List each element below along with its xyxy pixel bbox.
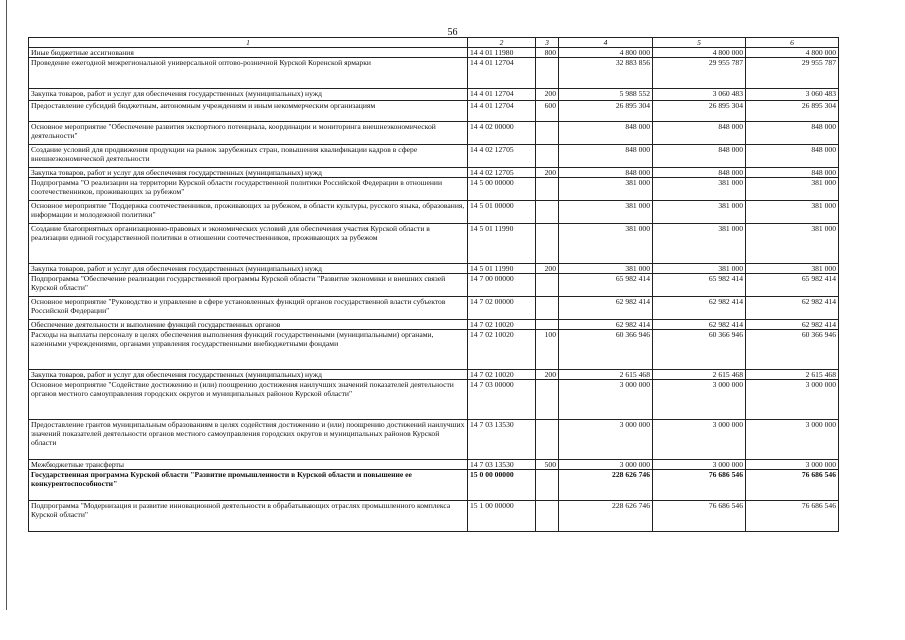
row-type-cell xyxy=(536,274,559,297)
table-header-row xyxy=(29,38,839,48)
table-row xyxy=(29,178,839,201)
row-value-6-cell: 4 800 000 xyxy=(746,48,839,58)
table-row xyxy=(29,101,839,122)
row-type-cell: 200 xyxy=(536,370,559,380)
table-row xyxy=(29,168,839,178)
table-row xyxy=(29,320,839,330)
row-value-4-cell: 62 982 414 xyxy=(559,297,653,320)
row-name-cell: Обеспечение деятельности и выполнение функций государственных органов xyxy=(29,320,468,330)
row-type-cell xyxy=(536,297,559,320)
page-number: 56 xyxy=(447,27,458,38)
row-name-cell: Закупка товаров, работ и услуг для обеспечения государственных (муниципальных) нужд xyxy=(29,168,468,178)
row-value-5-cell: 3 000 000 xyxy=(653,420,746,460)
table-row xyxy=(29,58,839,89)
row-value-5-cell: 60 366 946 xyxy=(653,330,746,370)
table-row xyxy=(29,297,839,320)
row-type-cell xyxy=(536,122,559,145)
row-value-5-cell: 62 982 414 xyxy=(653,297,746,320)
row-name-cell: Основное мероприятие "Содействие достижению и (или) поощрению достижения наилучших значений показателей деятельности органов местного самоуправления городских округов и муниципальных районов Курской области" xyxy=(29,380,468,420)
row-name-cell: Основное мероприятие "Руководство и управление в сфере установленных функций органов государственной власти субъектов Российской Федерации" xyxy=(29,297,468,320)
row-value-5-cell: 848 000 xyxy=(653,122,746,145)
row-name-cell: Основное мероприятие "Обеспечение развития экспортного потенциала, координации и мониторинга внешнеэкономической деятельности" xyxy=(29,122,468,145)
column-header: 6 xyxy=(746,38,839,48)
row-type-cell: 200 xyxy=(536,168,559,178)
row-value-5-cell: 76 686 546 xyxy=(653,501,746,532)
row-value-4-cell: 65 982 414 xyxy=(559,274,653,297)
row-value-6-cell: 65 982 414 xyxy=(746,274,839,297)
row-code-cell: 14 4 02 00000 xyxy=(468,122,536,145)
row-code-cell: 14 5 01 11990 xyxy=(468,224,536,264)
table-row xyxy=(29,380,839,420)
row-value-6-cell: 3 000 000 xyxy=(746,380,839,420)
row-code-cell: 14 7 03 00000 xyxy=(468,380,536,420)
row-value-6-cell: 381 000 xyxy=(746,178,839,201)
row-code-cell: 14 4 01 12704 xyxy=(468,58,536,89)
row-value-4-cell: 848 000 xyxy=(559,168,653,178)
row-type-cell xyxy=(536,380,559,420)
row-name-cell: Основное мероприятие "Поддержка соотечественников, проживающих за рубежом, в области культуры, русского языка, образования, информации и молодежной политики" xyxy=(29,201,468,224)
row-value-4-cell: 848 000 xyxy=(559,122,653,145)
row-code-cell: 14 5 01 00000 xyxy=(468,201,536,224)
row-value-4-cell: 848 000 xyxy=(559,145,653,168)
row-name-cell: Расходы на выплаты персоналу в целях обеспечения выполнения функций государственными (муниципальными) органами, казенными учреждениями, органами управления государственными внебюджетными фондами xyxy=(29,330,468,370)
row-type-cell: 100 xyxy=(536,330,559,370)
column-header: 2 xyxy=(468,38,536,48)
row-value-4-cell: 228 626 746 xyxy=(559,470,653,501)
table-row xyxy=(29,201,839,224)
table-row xyxy=(29,274,839,297)
budget-table xyxy=(28,37,839,532)
table-row xyxy=(29,48,839,58)
row-name-cell: Закупка товаров, работ и услуг для обеспечения государственных (муниципальных) нужд xyxy=(29,370,468,380)
column-header: 3 xyxy=(536,38,559,48)
row-value-4-cell: 381 000 xyxy=(559,178,653,201)
row-type-cell: 800 xyxy=(536,48,559,58)
row-code-cell: 15 0 00 00000 xyxy=(468,470,536,501)
row-value-5-cell: 3 000 000 xyxy=(653,380,746,420)
row-type-cell xyxy=(536,178,559,201)
row-value-4-cell: 3 000 000 xyxy=(559,380,653,420)
row-value-5-cell: 76 686 546 xyxy=(653,470,746,501)
row-name-cell: Закупка товаров, работ и услуг для обеспечения государственных (муниципальных) нужд xyxy=(29,264,468,274)
table-row xyxy=(29,224,839,264)
row-value-4-cell: 228 626 746 xyxy=(559,501,653,532)
row-code-cell: 14 7 02 00000 xyxy=(468,297,536,320)
row-type-cell xyxy=(536,224,559,264)
row-type-cell xyxy=(536,320,559,330)
row-value-4-cell: 381 000 xyxy=(559,201,653,224)
row-code-cell: 14 7 03 13530 xyxy=(468,460,536,470)
row-value-4-cell: 3 000 000 xyxy=(559,460,653,470)
table-row xyxy=(29,501,839,532)
row-value-5-cell: 381 000 xyxy=(653,264,746,274)
row-name-cell: Предоставление субсидий бюджетным, автономным учреждениям и иным некоммерческим организациям xyxy=(29,101,468,122)
row-code-cell: 14 7 03 13530 xyxy=(468,420,536,460)
table-row xyxy=(29,330,839,370)
column-header: 1 xyxy=(29,38,468,48)
row-name-cell: Предоставление грантов муниципальным образованиям в целях содействия достижению и (или) поощрению достижений наилучших значений показателей деятельности органов местного самоуправления городских округов и муниципальных районов Курской области xyxy=(29,420,468,460)
row-type-cell: 500 xyxy=(536,460,559,470)
row-value-6-cell: 381 000 xyxy=(746,264,839,274)
row-value-4-cell: 381 000 xyxy=(559,264,653,274)
row-value-5-cell: 2 615 468 xyxy=(653,370,746,380)
row-name-cell: Создание условий для продвижения продукции на рынок зарубежных стран, повышения квалификации кадров в сфере внешнеэкономической деятельности xyxy=(29,145,468,168)
row-type-cell xyxy=(536,501,559,532)
row-type-cell xyxy=(536,420,559,460)
row-type-cell: 200 xyxy=(536,264,559,274)
row-value-5-cell: 848 000 xyxy=(653,168,746,178)
table-row xyxy=(29,145,839,168)
row-name-cell: Подпрограмма "О реализации на территории Курской области государственной политики Российской Федерации в отношении соотечественников, проживающих за рубежом" xyxy=(29,178,468,201)
row-value-4-cell: 2 615 468 xyxy=(559,370,653,380)
table-row xyxy=(29,470,839,501)
row-name-cell: Создание благоприятных организационно-правовых и экономических условий для обеспечения участия Курской области в реализации единой государственной политики в отношении соотечественников, проживающих за рубежом xyxy=(29,224,468,264)
row-name-cell: Подпрограмма "Обеспечение реализации государственной программы Курской области "Развитие экономики и внешних связей Курской области" xyxy=(29,274,468,297)
row-value-6-cell: 848 000 xyxy=(746,122,839,145)
page-left-border xyxy=(6,0,7,610)
row-code-cell: 14 4 02 12705 xyxy=(468,168,536,178)
row-value-6-cell: 26 895 304 xyxy=(746,101,839,122)
table-row xyxy=(29,460,839,470)
row-code-cell: 14 7 02 10020 xyxy=(468,320,536,330)
row-value-4-cell: 32 883 856 xyxy=(559,58,653,89)
row-type-cell xyxy=(536,58,559,89)
row-code-cell: 14 7 02 10020 xyxy=(468,370,536,380)
row-value-4-cell: 62 982 414 xyxy=(559,320,653,330)
row-type-cell: 200 xyxy=(536,89,559,101)
row-name-cell: Государственная программа Курской области "Развитие промышленности в Курской области и повышение ее конкурентоспособности" xyxy=(29,470,468,501)
row-code-cell: 14 4 01 12704 xyxy=(468,101,536,122)
table-row xyxy=(29,420,839,460)
row-code-cell: 14 4 01 11980 xyxy=(468,48,536,58)
row-value-6-cell: 2 615 468 xyxy=(746,370,839,380)
row-value-4-cell: 26 895 304 xyxy=(559,101,653,122)
row-value-6-cell: 381 000 xyxy=(746,224,839,264)
table-row xyxy=(29,264,839,274)
row-value-4-cell: 4 800 000 xyxy=(559,48,653,58)
row-value-4-cell: 3 000 000 xyxy=(559,420,653,460)
row-name-cell: Подпрограмма "Модернизация и развитие инновационной деятельности в обрабатывающих отраслях промышленного комплекса Курской области" xyxy=(29,501,468,532)
row-value-5-cell: 26 895 304 xyxy=(653,101,746,122)
row-code-cell: 14 5 00 00000 xyxy=(468,178,536,201)
row-value-5-cell: 3 060 483 xyxy=(653,89,746,101)
row-value-6-cell: 3 060 483 xyxy=(746,89,839,101)
row-code-cell: 14 4 02 12705 xyxy=(468,145,536,168)
row-type-cell xyxy=(536,201,559,224)
row-value-4-cell: 381 000 xyxy=(559,224,653,264)
row-value-5-cell: 381 000 xyxy=(653,224,746,264)
row-value-4-cell: 5 988 552 xyxy=(559,89,653,101)
row-value-5-cell: 4 800 000 xyxy=(653,48,746,58)
table-row xyxy=(29,370,839,380)
row-value-5-cell: 848 000 xyxy=(653,145,746,168)
row-value-6-cell: 62 982 414 xyxy=(746,297,839,320)
row-value-6-cell: 60 366 946 xyxy=(746,330,839,370)
row-value-5-cell: 65 982 414 xyxy=(653,274,746,297)
row-value-6-cell: 848 000 xyxy=(746,168,839,178)
row-code-cell: 14 7 00 00000 xyxy=(468,274,536,297)
row-name-cell: Иные бюджетные ассигнования xyxy=(29,48,468,58)
row-value-5-cell: 62 982 414 xyxy=(653,320,746,330)
row-value-6-cell: 3 000 000 xyxy=(746,420,839,460)
row-value-6-cell: 76 686 546 xyxy=(746,470,839,501)
row-value-5-cell: 29 955 787 xyxy=(653,58,746,89)
row-value-4-cell: 60 366 946 xyxy=(559,330,653,370)
row-code-cell: 14 5 01 11990 xyxy=(468,264,536,274)
row-value-6-cell: 848 000 xyxy=(746,145,839,168)
row-name-cell: Закупка товаров, работ и услуг для обеспечения государственных (муниципальных) нужд xyxy=(29,89,468,101)
row-value-5-cell: 381 000 xyxy=(653,201,746,224)
row-type-cell xyxy=(536,470,559,501)
table-row xyxy=(29,89,839,101)
row-value-5-cell: 381 000 xyxy=(653,178,746,201)
row-value-6-cell: 381 000 xyxy=(746,201,839,224)
row-type-cell xyxy=(536,145,559,168)
table-row xyxy=(29,122,839,145)
row-value-6-cell: 3 000 000 xyxy=(746,460,839,470)
row-code-cell: 14 7 02 10020 xyxy=(468,330,536,370)
row-type-cell: 600 xyxy=(536,101,559,122)
row-code-cell: 15 1 00 00000 xyxy=(468,501,536,532)
row-value-6-cell: 62 982 414 xyxy=(746,320,839,330)
column-header: 5 xyxy=(653,38,746,48)
row-code-cell: 14 4 01 12704 xyxy=(468,89,536,101)
row-value-5-cell: 3 000 000 xyxy=(653,460,746,470)
row-value-6-cell: 29 955 787 xyxy=(746,58,839,89)
row-value-6-cell: 76 686 546 xyxy=(746,501,839,532)
row-name-cell: Проведение ежегодной межрегиональной универсальной оптово-розничной Курской Коренской ярмарки xyxy=(29,58,468,89)
column-header: 4 xyxy=(559,38,653,48)
row-name-cell: Межбюджетные трансферты xyxy=(29,460,468,470)
